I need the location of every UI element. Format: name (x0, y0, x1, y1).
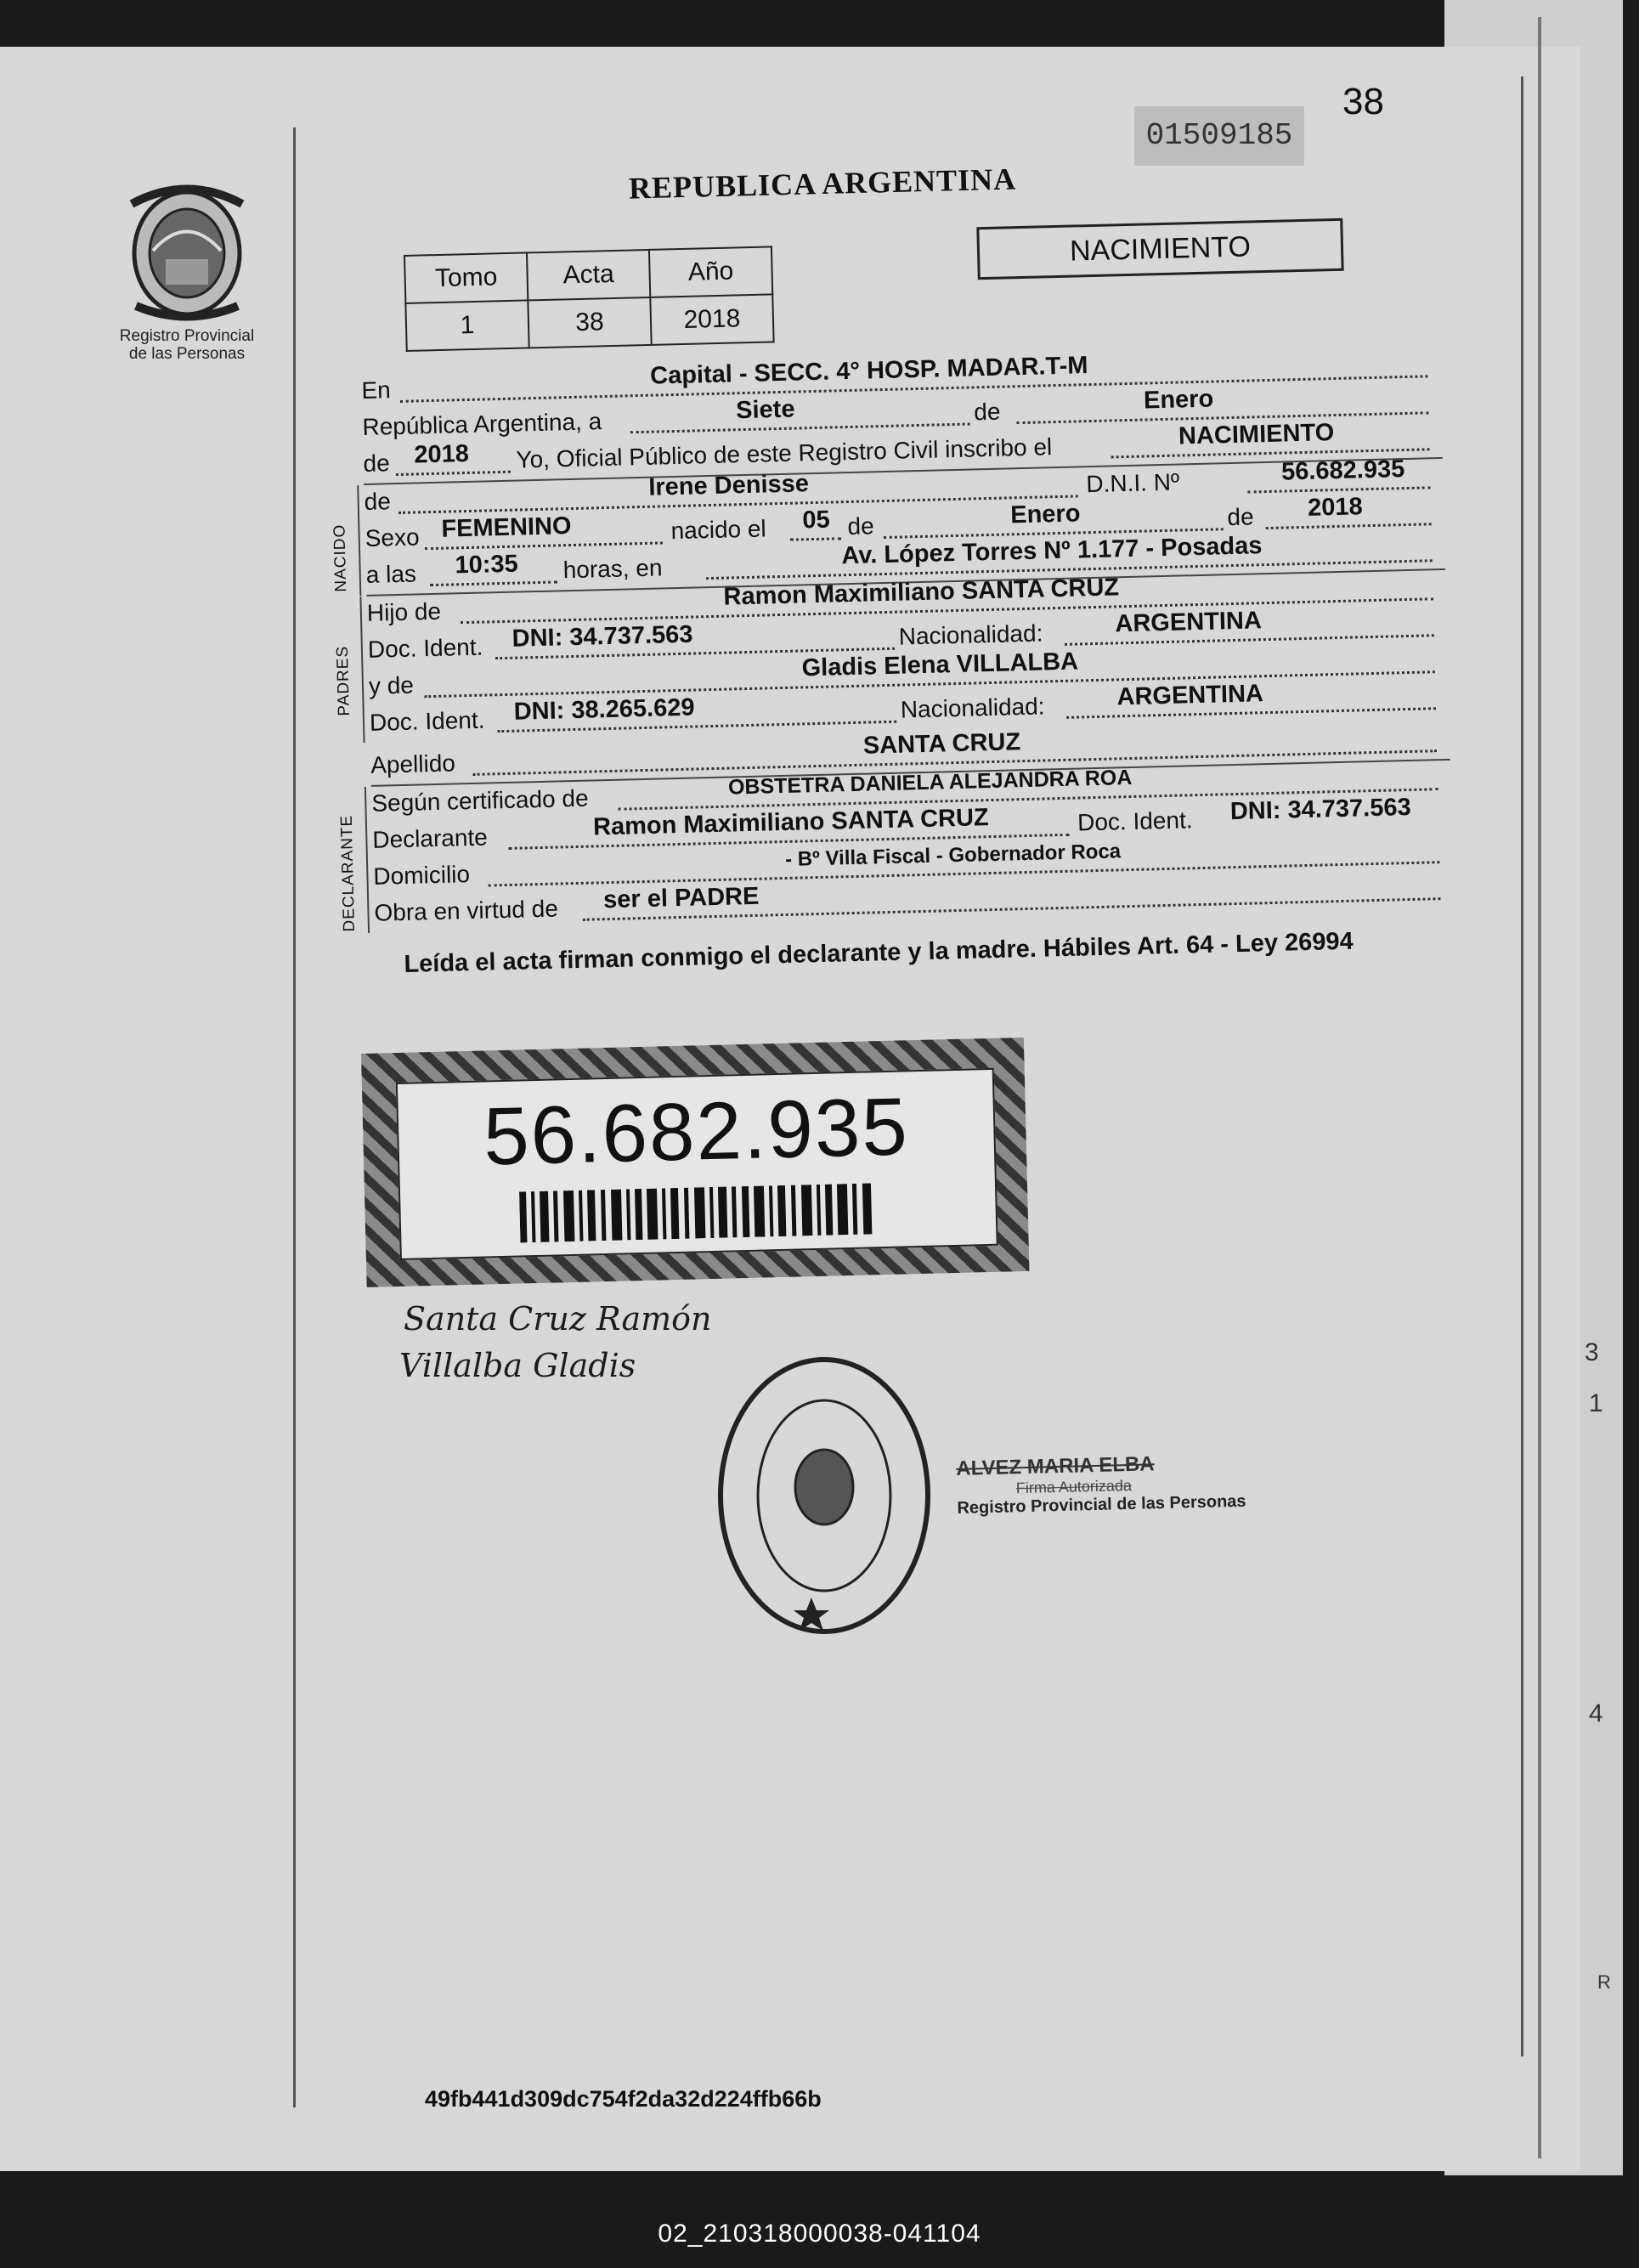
child-dni: 56.682.935 (1280, 455, 1405, 486)
dni-label: D.N.I. Nº (1086, 468, 1180, 498)
birth-time: 10:35 (455, 550, 519, 580)
dni-sticker (361, 1038, 1029, 1287)
nacido-label: nacido el (670, 515, 767, 545)
declarant-doc: DNI: 34.737.563 (1229, 793, 1412, 826)
provincial-crest-icon (119, 178, 255, 323)
record-table-header: Año (649, 246, 772, 297)
birth-month: Enero (1009, 500, 1081, 529)
officer-text: Yo, Oficial Público de este Registro Civil inscribo el (516, 433, 1053, 473)
registration-day: Siete (735, 395, 795, 425)
record-table-cell: 38 (528, 297, 651, 348)
authorized-signature (956, 1451, 1246, 1519)
registration-month: Enero (1143, 385, 1214, 415)
father-name: Ramon Maximiliano SANTA CRUZ (723, 574, 1120, 611)
declarante-side-label: DECLARANTE (337, 814, 359, 932)
doc-label: Doc. Ident. (367, 633, 483, 663)
country-heading: REPUBLICA ARGENTINA (628, 161, 1017, 206)
crest-caption-line2: de las Personas (128, 345, 246, 363)
certificado-label: Según certificado de (370, 784, 589, 817)
declarant-address: - Bº Villa Fiscal - Gobernador Roca (784, 840, 1122, 871)
dni-sticker-number: 56.682.935 (482, 1081, 910, 1183)
horas-label: horas, en (562, 554, 663, 584)
sexo-label: Sexo (365, 523, 420, 551)
birth-year: 2018 (1307, 493, 1364, 522)
serial-number: 01509185 (1134, 106, 1304, 166)
father-nationality: ARGENTINA (1115, 607, 1263, 638)
record-table-cell: 1 (405, 300, 528, 351)
image-caption: 02_210318000038-041104 (658, 2220, 981, 2248)
hijo-label: Hijo de (366, 597, 442, 626)
doc-label: Doc. Ident. (1077, 806, 1193, 836)
child-sex: FEMENINO (441, 512, 572, 543)
authorized-signer-org: Registro Provincial de las Personas (957, 1491, 1246, 1518)
crest-caption-line1: Registro Provincial (119, 327, 255, 345)
place-of-registration: Capital - SECC. 4° HOSP. MADAR.T-M (649, 352, 1088, 390)
declarante-label: Declarante (372, 823, 489, 853)
surname: SANTA CRUZ (862, 728, 1021, 760)
inscribed-event: NACIMIENTO (1178, 419, 1335, 450)
authorized-signer-title: Firma Autorizada (1015, 1476, 1133, 1497)
margin-mark: R (1597, 1971, 1611, 1993)
margin-mark: 4 (1589, 1700, 1603, 1728)
record-type-box: NACIMIENTO (976, 218, 1343, 280)
declarant-name: Ramon Maximiliano SANTA CRUZ (592, 804, 990, 841)
doc-label: Doc. Ident. (369, 706, 485, 736)
de-label: de (364, 488, 392, 515)
birth-day: 05 (801, 506, 831, 534)
dni-sticker-label (396, 1068, 998, 1260)
de-label: de (973, 398, 1001, 426)
record-table-cell: 2018 (650, 294, 773, 345)
republica-label: República Argentina, a (362, 408, 602, 440)
record-table-header: Tomo (404, 252, 528, 303)
declarante-section (337, 761, 1454, 933)
domicilio-label: Domicilio (373, 861, 471, 890)
de2-label: de (363, 450, 391, 477)
birth-place: Av. López Torres Nº 1.177 - Posadas (841, 532, 1263, 570)
de-label: de (1227, 503, 1254, 531)
signature-mother: Villalba Gladis (399, 1347, 636, 1384)
padres-side-label: PADRES (333, 645, 353, 716)
registration-year: 2018 (413, 439, 470, 469)
barcode-icon (519, 1183, 877, 1242)
record-table-header: Acta (527, 250, 650, 301)
nacionalidad-label: Nacionalidad: (900, 693, 1045, 723)
alas-label: a las (365, 560, 417, 588)
closing-statement: Leída el acta firman conmigo el declarante y la madre. Hábiles Art. 64 - Ley 26994 (404, 927, 1354, 978)
father-doc: DNI: 34.737.563 (511, 620, 693, 653)
left-margin-line (293, 127, 296, 2107)
crest-caption (102, 327, 272, 363)
apellido-label: Apellido (370, 749, 456, 778)
nacionalidad-label: Nacionalidad: (898, 619, 1043, 650)
margin-mark: 3 (1585, 1338, 1599, 1366)
nacido-side-label: NACIDO (331, 523, 351, 592)
child-name: Irene Denisse (647, 470, 810, 501)
en-label: En (361, 376, 392, 404)
record-table (404, 246, 775, 352)
mother-doc: DNI: 38.265.629 (513, 693, 695, 726)
birth-certificate-form (331, 348, 1454, 933)
declarant-capacity: ser el PADRE (602, 882, 760, 914)
padres-section (333, 570, 1449, 743)
certifier: OBSTETRA DANIELA ALEJANDRA ROA (727, 765, 1133, 800)
authorized-signer-name: ALVEZ MARIA ELBA (956, 1452, 1155, 1480)
page-number: 38 (1342, 81, 1384, 122)
signature-father: Santa Cruz Ramón (404, 1300, 712, 1338)
mother-nationality: ARGENTINA (1116, 680, 1264, 711)
de-label: de (847, 512, 875, 540)
obra-label: Obra en virtud de (374, 895, 559, 926)
margin-mark: 1 (1589, 1389, 1603, 1417)
yde-label: y de (368, 671, 415, 699)
mother-name: Gladis Elena VILLALBA (801, 648, 1079, 682)
official-stamp-icon (714, 1351, 935, 1640)
document-hash: 49fb441d309dc754f2da32d224ffb66b (425, 2086, 822, 2112)
page-fold-edge (1538, 17, 1541, 2158)
right-margin-line (1521, 76, 1523, 2056)
